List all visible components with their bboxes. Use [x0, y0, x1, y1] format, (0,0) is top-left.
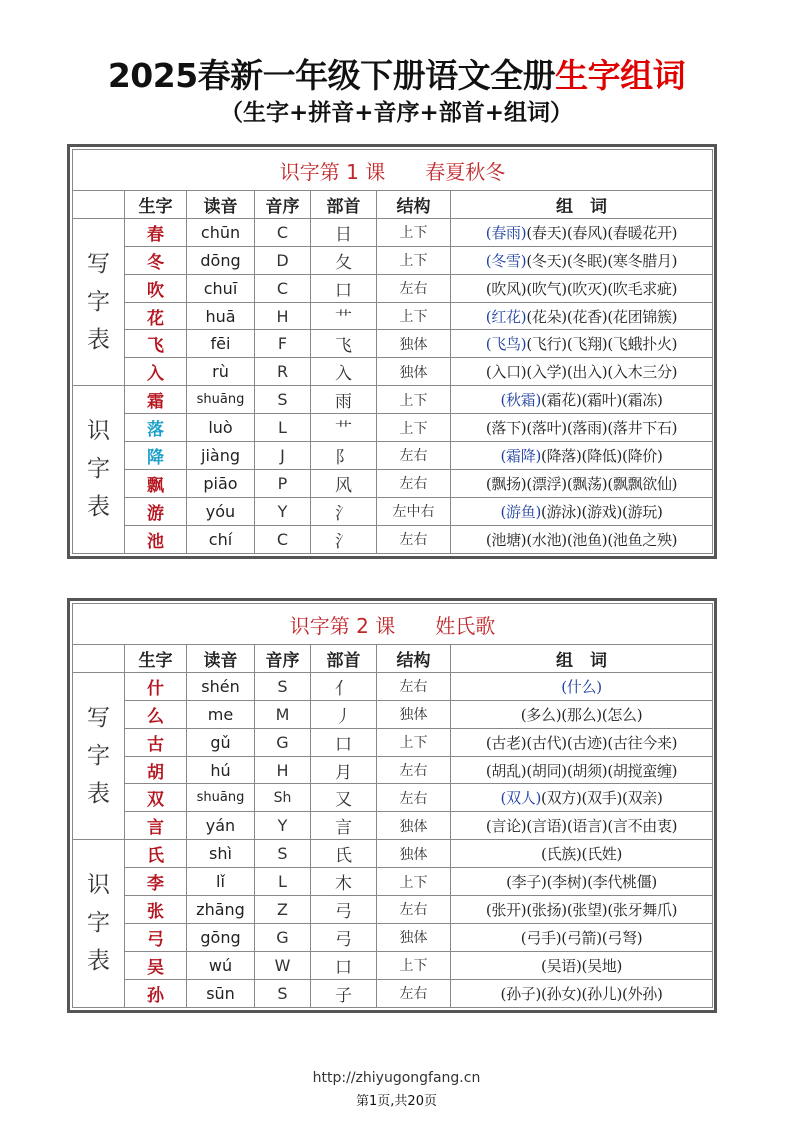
structure-cell: 左右 [377, 469, 451, 497]
radical-cell: 氏 [311, 840, 377, 868]
header-cell: 部首 [311, 645, 377, 673]
radical-cell: 丿 [311, 700, 377, 728]
words-cell [451, 728, 713, 756]
structure-cell: 上下 [377, 414, 451, 442]
char-cell: 吹 [125, 274, 187, 302]
header-cell: 音序 [255, 645, 311, 673]
char-cell: 飞 [125, 330, 187, 358]
pinyin-cell: shuāng [187, 784, 255, 812]
order-cell: H [255, 302, 311, 330]
pinyin-cell: chūn [187, 218, 255, 246]
radical-cell: 氵 [311, 525, 377, 553]
word-list: (霜花)(霜叶)(霜冻) [541, 391, 663, 410]
char-cell: 飘 [125, 469, 187, 497]
group-label-char: 表 [87, 948, 110, 975]
words-cell [451, 358, 713, 386]
group-label-char: 字 [87, 456, 110, 483]
order-cell: C [255, 218, 311, 246]
char-cell: 霜 [125, 386, 187, 414]
word-list: (言论)(言语)(语言)(言不由衷) [485, 817, 678, 836]
char-cell: 胡 [125, 756, 187, 784]
char-cell: 落 [125, 414, 187, 442]
lesson-title-cell [73, 604, 713, 645]
word-list: (氏族)(氏姓) [541, 845, 623, 864]
words-cell [451, 330, 713, 358]
highlight-word: (飞鸟) [485, 335, 527, 354]
group-label [73, 218, 125, 385]
table-row [73, 672, 713, 700]
word-list: (李子)(李树)(李代桃僵) [506, 873, 657, 892]
highlight-word: (春雨) [485, 223, 527, 242]
radical-cell: 艹 [311, 414, 377, 442]
order-cell: W [255, 951, 311, 979]
order-cell: H [255, 756, 311, 784]
radical-cell: 月 [311, 756, 377, 784]
table-row [73, 386, 713, 414]
table-row [73, 302, 713, 330]
radical-cell: 入 [311, 358, 377, 386]
order-cell: C [255, 274, 311, 302]
pinyin-cell: piāo [187, 469, 255, 497]
words-cell [451, 896, 713, 924]
order-cell: R [255, 358, 311, 386]
group-label [73, 840, 125, 1007]
table-row [73, 218, 713, 246]
radical-cell: 亻 [311, 672, 377, 700]
table-row [73, 442, 713, 470]
order-cell: G [255, 728, 311, 756]
word-list: (花朵)(花香)(花团锦簇) [526, 307, 678, 326]
structure-cell: 左右 [377, 896, 451, 924]
pinyin-cell: chuī [187, 274, 255, 302]
words-cell [451, 868, 713, 896]
order-cell: L [255, 868, 311, 896]
radical-cell: 口 [311, 274, 377, 302]
words-cell [451, 784, 713, 812]
lesson-number: 识字第 2 课 [289, 613, 396, 638]
word-list: (张开)(张扬)(张望)(张牙舞爪) [485, 900, 678, 919]
order-cell: L [255, 414, 311, 442]
char-cell: 孙 [125, 979, 187, 1007]
group-label-char: 字 [87, 289, 110, 316]
header-cell: 结构 [377, 645, 451, 673]
header-cell: 部首 [311, 191, 377, 219]
structure-cell: 左右 [377, 756, 451, 784]
pinyin-cell: shuāng [187, 386, 255, 414]
word-list: (弓手)(弓箭)(弓弩) [520, 928, 643, 947]
title-highlight: 生字组词 [555, 56, 686, 95]
pinyin-cell: huā [187, 302, 255, 330]
highlight-word: (游鱼) [500, 502, 542, 521]
footer-url: http://zhiyugongfang.cn [312, 1070, 481, 1086]
table-row [73, 979, 713, 1007]
radical-cell: 木 [311, 868, 377, 896]
pinyin-cell: rù [187, 358, 255, 386]
radical-cell: 氵 [311, 497, 377, 525]
header-blank [73, 191, 125, 219]
words-cell [451, 979, 713, 1007]
char-cell: 花 [125, 302, 187, 330]
words-cell [451, 414, 713, 442]
words-cell [451, 951, 713, 979]
structure-cell: 左右 [377, 274, 451, 302]
char-cell: 言 [125, 812, 187, 840]
structure-cell: 上下 [377, 218, 451, 246]
table-row [73, 274, 713, 302]
pinyin-cell: sūn [187, 979, 255, 1007]
words-cell [451, 525, 713, 553]
header-cell: 生字 [125, 191, 187, 219]
word-list: (多么)(那么)(怎么) [520, 705, 643, 724]
order-cell: C [255, 525, 311, 553]
words-cell [451, 469, 713, 497]
structure-cell: 独体 [377, 358, 451, 386]
highlight-word: (什么) [561, 677, 602, 696]
table-row [73, 414, 713, 442]
word-list: (孙子)(孙女)(孙儿)(外孙) [500, 984, 663, 1003]
header-cell: 生字 [125, 645, 187, 673]
table-row [73, 896, 713, 924]
order-cell: M [255, 700, 311, 728]
pinyin-cell: shì [187, 840, 255, 868]
words-cell [451, 840, 713, 868]
lesson-title-row [73, 604, 713, 645]
order-cell: Y [255, 497, 311, 525]
highlight-word: (双人) [500, 789, 542, 808]
header-cell: 音序 [255, 191, 311, 219]
char-cell: 池 [125, 525, 187, 553]
structure-cell: 独体 [377, 923, 451, 951]
order-cell: Sh [255, 784, 311, 812]
highlight-word: (霜降) [500, 446, 542, 465]
group-label-char: 识 [87, 418, 110, 445]
radical-cell: 言 [311, 812, 377, 840]
header-cell: 结构 [377, 191, 451, 219]
words-cell [451, 218, 713, 246]
group-label [73, 672, 125, 839]
words-cell [451, 812, 713, 840]
char-cell: 春 [125, 218, 187, 246]
char-cell: 降 [125, 442, 187, 470]
structure-cell: 独体 [377, 330, 451, 358]
radical-cell: 弓 [311, 896, 377, 924]
radical-cell: 夂 [311, 246, 377, 274]
radical-cell: 艹 [311, 302, 377, 330]
structure-cell: 左右 [377, 525, 451, 553]
lesson-number: 识字第 1 课 [279, 159, 386, 184]
group-label-char: 表 [87, 327, 110, 354]
char-cell: 弓 [125, 923, 187, 951]
pinyin-cell: lǐ [187, 868, 255, 896]
structure-cell: 上下 [377, 951, 451, 979]
lesson-title-cell [73, 150, 713, 191]
words-cell [451, 497, 713, 525]
pinyin-cell: me [187, 700, 255, 728]
group-label [73, 386, 125, 553]
pinyin-cell: dōng [187, 246, 255, 274]
highlight-word: (冬雪) [485, 251, 527, 270]
word-list: (入口)(入学)(出入)(入木三分) [485, 363, 678, 382]
order-cell: G [255, 923, 311, 951]
structure-cell: 左中右 [377, 497, 451, 525]
structure-cell: 独体 [377, 700, 451, 728]
word-list: (吹风)(吹气)(吹灭)(吹毛求疵) [485, 279, 678, 298]
word-list: (双方)(双手)(双亲) [541, 789, 663, 808]
word-list: (吴语)(吴地) [541, 956, 623, 975]
word-list: (游泳)(游戏)(游玩) [541, 502, 663, 521]
pinyin-cell: fēi [187, 330, 255, 358]
radical-cell: 弓 [311, 923, 377, 951]
radical-cell: 日 [311, 218, 377, 246]
word-list: (落下)(落叶)(落雨)(落井下石) [485, 419, 678, 438]
table-row [73, 330, 713, 358]
structure-cell: 左右 [377, 979, 451, 1007]
order-cell: F [255, 330, 311, 358]
order-cell: S [255, 386, 311, 414]
lesson-name: 春夏秋冬 [425, 159, 506, 184]
radical-cell: 子 [311, 979, 377, 1007]
header-row [73, 191, 713, 219]
group-label-char: 写 [87, 251, 110, 278]
order-cell: J [255, 442, 311, 470]
table-row [73, 784, 713, 812]
structure-cell: 上下 [377, 868, 451, 896]
order-cell: S [255, 840, 311, 868]
word-list: (古老)(古代)(古迹)(古往今来) [485, 733, 678, 752]
header-cell: 组 词 [451, 191, 713, 219]
structure-cell: 独体 [377, 812, 451, 840]
word-list: (降落)(降低)(降价) [541, 446, 663, 465]
radical-cell: 风 [311, 469, 377, 497]
group-label-char: 字 [87, 910, 110, 937]
pinyin-cell: jiàng [187, 442, 255, 470]
table-row [73, 525, 713, 553]
title-main: 2025春新一年级下册语文全册 [107, 56, 556, 95]
order-cell: P [255, 469, 311, 497]
header-row [73, 645, 713, 673]
words-cell [451, 386, 713, 414]
char-cell: 冬 [125, 246, 187, 274]
word-list: (春天)(春风)(春暖花开) [526, 223, 678, 242]
word-list: (冬天)(冬眠)(寒冬腊月) [526, 251, 678, 270]
structure-cell: 左右 [377, 442, 451, 470]
table-row [73, 840, 713, 868]
words-cell [451, 672, 713, 700]
highlight-word: (秋霜) [500, 391, 542, 410]
word-list: (胡乱)(胡同)(胡须)(胡搅蛮缠) [485, 761, 678, 780]
table-row [73, 728, 713, 756]
lesson-table-1 [67, 144, 717, 559]
radical-cell: 口 [311, 951, 377, 979]
pinyin-cell: hú [187, 756, 255, 784]
pinyin-cell: gǔ [187, 728, 255, 756]
char-cell: 什 [125, 672, 187, 700]
char-cell: 张 [125, 896, 187, 924]
radical-cell: 飞 [311, 330, 377, 358]
char-cell: 入 [125, 358, 187, 386]
structure-cell: 上下 [377, 302, 451, 330]
radical-cell: 口 [311, 728, 377, 756]
table-row [73, 756, 713, 784]
char-table [72, 149, 713, 554]
pinyin-cell: zhāng [187, 896, 255, 924]
table-row [73, 700, 713, 728]
order-cell: D [255, 246, 311, 274]
structure-cell: 独体 [377, 840, 451, 868]
char-table [72, 603, 713, 1008]
table-row [73, 868, 713, 896]
pinyin-cell: luò [187, 414, 255, 442]
char-cell: 么 [125, 700, 187, 728]
words-cell [451, 923, 713, 951]
page-title [0, 50, 793, 97]
structure-cell: 上下 [377, 386, 451, 414]
table-row [73, 497, 713, 525]
char-cell: 双 [125, 784, 187, 812]
words-cell [451, 442, 713, 470]
table-row [73, 246, 713, 274]
footer-page-number: 第1页,共20页 [356, 1094, 437, 1109]
table-row [73, 951, 713, 979]
words-cell [451, 700, 713, 728]
header-cell: 读音 [187, 645, 255, 673]
word-list: (池塘)(水池)(池鱼)(池鱼之殃) [485, 530, 678, 549]
char-cell: 吴 [125, 951, 187, 979]
order-cell: Z [255, 896, 311, 924]
char-cell: 氏 [125, 840, 187, 868]
table-row [73, 923, 713, 951]
order-cell: S [255, 672, 311, 700]
group-label-char: 表 [87, 781, 110, 808]
radical-cell: 阝 [311, 442, 377, 470]
page-subtitle: （生字+拼音+音序+部首+组词） [219, 100, 574, 126]
radical-cell: 又 [311, 784, 377, 812]
order-cell: Y [255, 812, 311, 840]
table-row [73, 812, 713, 840]
group-label-char: 表 [87, 494, 110, 521]
group-label-char: 字 [87, 743, 110, 770]
order-cell: S [255, 979, 311, 1007]
words-cell [451, 246, 713, 274]
header-cell: 读音 [187, 191, 255, 219]
words-cell [451, 756, 713, 784]
char-cell: 古 [125, 728, 187, 756]
lesson-name: 姓氏歌 [435, 613, 496, 638]
structure-cell: 左右 [377, 672, 451, 700]
lesson-title-row [73, 150, 713, 191]
header-blank [73, 645, 125, 673]
char-cell: 游 [125, 497, 187, 525]
word-list: (飞行)(飞翔)(飞蛾扑火) [526, 335, 678, 354]
pinyin-cell: wú [187, 951, 255, 979]
header-cell: 组 词 [451, 645, 713, 673]
table-row [73, 358, 713, 386]
char-cell: 李 [125, 868, 187, 896]
pinyin-cell: shén [187, 672, 255, 700]
word-list: (飘扬)(漂浮)(飘荡)(飘飘欲仙) [485, 474, 678, 493]
highlight-word: (红花) [485, 307, 527, 326]
table-row [73, 469, 713, 497]
lesson-table-2 [67, 598, 717, 1013]
radical-cell: 雨 [311, 386, 377, 414]
structure-cell: 上下 [377, 728, 451, 756]
group-label-char: 识 [87, 872, 110, 899]
pinyin-cell: yóu [187, 497, 255, 525]
pinyin-cell: gōng [187, 923, 255, 951]
words-cell [451, 274, 713, 302]
structure-cell: 左右 [377, 784, 451, 812]
group-label-char: 写 [87, 705, 110, 732]
structure-cell: 上下 [377, 246, 451, 274]
pinyin-cell: yán [187, 812, 255, 840]
words-cell [451, 302, 713, 330]
pinyin-cell: chí [187, 525, 255, 553]
